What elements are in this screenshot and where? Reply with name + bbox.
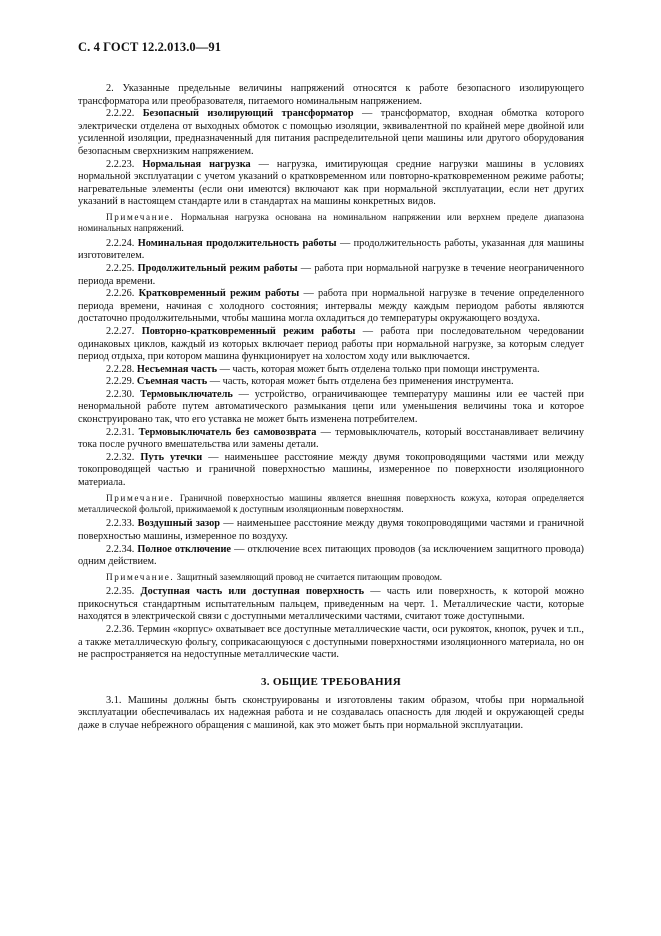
clause-2-2-22: 2.2.22. Безопасный изолирующий трансформатор — трансформатор, входная обмотка которого электрически отделена от выходных обмоток с помощью изоляции, эквивалентной по крайней мере двойной или усиленной изоляции, предназначенный для питания распределительной цепи машины или другого оборудования безопасным сверхнизким напряжением. xyxy=(78,108,584,157)
clause-2-2-24: 2.2.24. Номинальная продолжительность работы — продолжительность работы, указанная для машины изготовителем. xyxy=(78,237,584,262)
clause-3-1: 3.1. Машины должны быть сконструированы и изготовлены таким образом, чтобы при нормальной эксплуатации обеспечивалась их надежная работа и не создавалась опасность для людей и окружающей среды даже в случае небрежного обращения с машиной, как это может быть при нормальной эксплуатации. xyxy=(78,694,585,731)
clause-2-2-36: 2.2.36. Термин «корпус» охватывает все доступные металлические части, оси рукояток, кнопок, ручек и т.п., а также металлическую фольгу, соприкасающуюся с доступными поверхностями изоляционного материала, но он не распространяется на недоступные металлические части. xyxy=(78,624,584,661)
section-title: 3. ОБЩИЕ ТРЕБОВАНИЯ xyxy=(260,675,402,688)
clause-2-2-30: 2.2.30. Термовыключатель — устройство, ограничивающее температуру машины или ее частей при ненормальной работе путем автоматического размыкания цепи или уменьшения величины тока и которое сконструировано так, что его уставка не может быть изменена потребителем. xyxy=(78,388,585,426)
clause-2-2-23: 2.2.23. Нормальная нагрузка — нагрузка, имитирующая средние нагрузки машины в условиях нормальной эксплуатации с учетом указаний о кратковременном или повторно-кратковременном режиме работы; нагревательные элементы (если они имеются) включают как при нормальной эксплуатации, если нет других указаний в настоящем стандарте или в стандартах на машины конкретных видов. xyxy=(78,158,584,208)
document-page xyxy=(78,40,584,733)
clause-2-2-25: 2.2.25. Продолжительный режим работы — работа при нормальной нагрузке в течение неограниченного периода времени. xyxy=(78,262,584,287)
clause-2-2-29: 2.2.29. Съемная часть — часть, которая может быть отделена без применения инструмента. xyxy=(106,376,514,388)
clause-2-2-35: 2.2.35. Доступная часть или доступная поверхность — часть или поверхность, к которой можно прикоснуться стандартным испытательным пальцем, приведенным на черт. 1. Металлические части, которые находятся в электрической связи с доступными металлическими частями, считают тоже доступными. xyxy=(78,586,584,623)
clause-2-2-28: 2.2.28. Несъемная часть — часть, которая может быть отделена только при помощи инструмента. xyxy=(106,363,540,375)
clause-2-2-26: 2.2.26. Кратковременный режим работы — работа при нормальной нагрузке в течение определенного периода времени, начиная с холодного состояния; интервалы между каждым периодом работы являются достаточно продолжительными, чтобы машина могла охладиться до температуры окружающего воздуха. xyxy=(78,288,584,325)
clause-2-2-34: 2.2.34. Полное отключение — отключение всех питающих проводов (за исключением защитного провода) одним действием. xyxy=(78,543,584,568)
clause-2-2-33: 2.2.33. Воздушный зазор — наименьшее расстояние между двумя токопроводящими частями и граничной поверхностью машины, измеренное по воздуху. xyxy=(78,518,584,543)
clause-2-2-32: 2.2.32. Путь утечки — наименьшее расстояние между двумя токопроводящими частями или между токопроводящей частью и граничной поверхностью машины, измеренное по поверхности изоляционного материала. xyxy=(78,451,584,489)
remark-1: Примечание. Нормальная нагрузка основана на номинальном напряжении или верхнем пределе диапазона номинальных напряжений. xyxy=(78,211,584,234)
remark-2: Примечание. Граничной поверхностью машины является внешняя поверхность кожуха, которая определяется металлической фольгой, прижимаемой к доступным изоляционным поверхностям. xyxy=(78,492,584,515)
clause-2-2-27: 2.2.27. Повторно-кратковременный режим работы — работа при последовательном чередовании одинаковых циклов, каждый из которых включает период работы при нормальной нагрузке, за которым следует период отдыха, при котором машина функционирует на холостом ходу или выключается. xyxy=(78,325,584,363)
clause-2-2-31: 2.2.31. Термовыключатель без самовозврата — термовыключатель, который восстанавливает величину тока после ручного вмешательства или замены детали. xyxy=(78,426,584,451)
note-2: 2. Указанные предельные величины напряжений относятся к работе безопасного изолирующего трансформатора или преобразователя, питаемого номинальным напряжением. xyxy=(78,83,584,107)
remark-3: Примечание. Защитный заземляющий провод не считается питающим проводом. xyxy=(106,571,443,582)
page-header: С. 4 ГОСТ 12.2.013.0—91 xyxy=(78,40,222,54)
